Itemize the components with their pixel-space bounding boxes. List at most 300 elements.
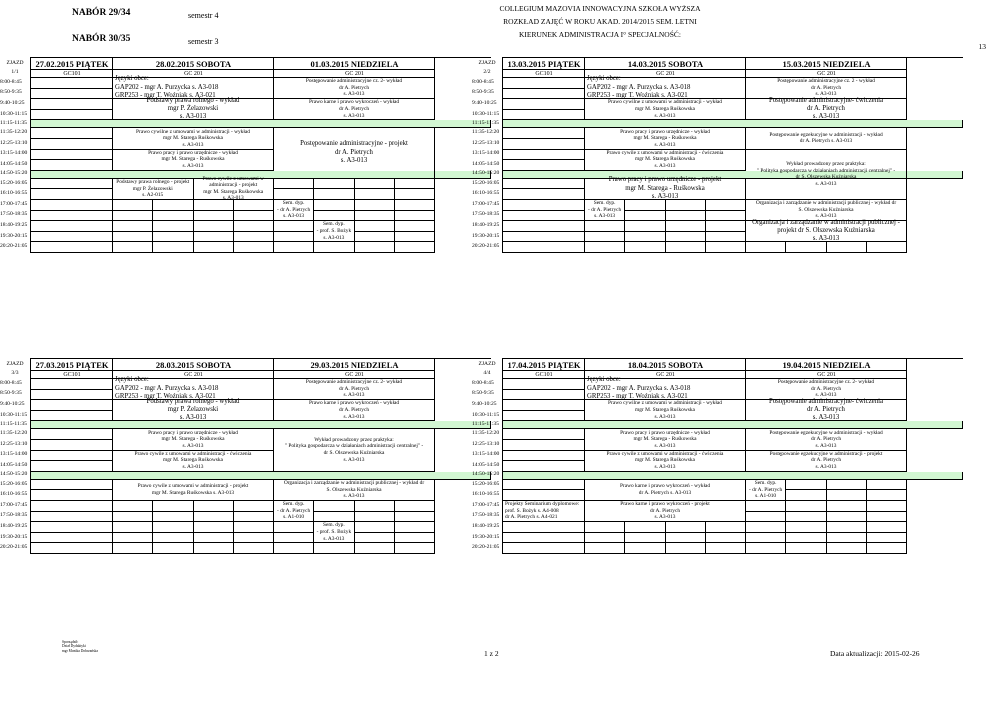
class-entry-line: s. A3-013	[340, 157, 368, 165]
class-entry	[585, 200, 625, 221]
empty-slot	[503, 89, 585, 100]
class-entry-line: GRP253 - mgr T. Woźniak s. A3-021	[587, 92, 688, 100]
empty-slot	[786, 543, 826, 554]
class-entry-line: Wykład prowadzony przez praktyka:	[786, 161, 866, 168]
class-entry-line: dr A. Pietrych	[338, 406, 370, 413]
empty-slot	[31, 411, 113, 422]
empty-slot	[503, 379, 585, 390]
empty-slot	[786, 533, 826, 544]
group-cell	[503, 371, 585, 379]
class-entry-line: Prawo pracy i prawo urzędnicze - wykład	[148, 429, 238, 436]
empty-slot	[503, 139, 585, 150]
empty-slot	[585, 232, 625, 243]
time-slot-label: 11:15-11:35	[472, 420, 499, 427]
empty-slot	[355, 512, 395, 523]
group-label: GC 201	[656, 371, 675, 378]
empty-slot	[153, 533, 193, 544]
class-entry-line: - dr A. Pietrych	[277, 206, 311, 213]
class-entry-line: Prawo cywile z umowami w administracji - ćwiczenia	[606, 149, 724, 156]
class-entry	[274, 78, 435, 99]
time-slot-label: 17:50-18:35	[0, 211, 28, 218]
class-entry-line: s. A3-013	[654, 141, 676, 148]
empty-slot	[503, 522, 585, 533]
time-slot-label: 13:15-14:00	[472, 150, 500, 157]
empty-slot	[31, 512, 113, 523]
time-slot-label: 9:40-10:25	[0, 100, 25, 106]
class-entry-line: mgr M. Starega Ruśkowska	[163, 135, 223, 142]
empty-slot	[503, 480, 585, 491]
nabor-30-label: NABÓR 30/35	[72, 34, 131, 44]
class-entry-line: s. A3-013	[654, 112, 676, 119]
time-slot-label: 10:30-11:15	[0, 110, 28, 117]
zjazd-text: ZJAZD	[6, 60, 24, 66]
empty-slot	[31, 179, 113, 190]
empty-slot	[395, 189, 435, 200]
time-slot-label: 20:20-21:05	[0, 243, 28, 250]
empty-slot	[395, 221, 435, 232]
day-header: 27.02.2015 PIĄTEK	[35, 59, 109, 69]
time-slot-label: 8:00-8:45	[0, 379, 22, 386]
empty-slot	[666, 522, 706, 533]
empty-slot	[746, 522, 786, 533]
empty-slot	[31, 89, 113, 100]
time-slot-label: 11:15-11:35	[0, 420, 27, 427]
class-entry	[113, 179, 194, 200]
time-slot-label: 14:05-14:50	[472, 161, 500, 167]
day-header: 27.03.2015 PIĄTEK	[35, 360, 109, 370]
time-slot-label: 8:00-8:45	[0, 78, 22, 85]
empty-slot	[395, 179, 435, 190]
empty-slot	[314, 512, 354, 523]
class-entry	[113, 150, 274, 171]
time-slot-label: 18:40-19:25	[0, 523, 28, 529]
empty-slot	[153, 221, 193, 232]
class-entry-line: s. A3-013	[815, 463, 837, 470]
time-slot-label: 15:20-16:05	[0, 179, 28, 186]
class-entry-line: mgr M. Starega - Ruśkowska	[161, 436, 225, 443]
day-header: 18.04.2015 SOBOTA	[627, 360, 704, 370]
empty-slot	[153, 522, 193, 533]
empty-slot	[867, 533, 907, 544]
empty-slot	[234, 221, 274, 232]
empty-slot	[194, 242, 234, 253]
empty-slot	[503, 440, 585, 451]
empty-slot	[355, 522, 395, 533]
empty-slot	[746, 533, 786, 544]
break-row	[31, 472, 491, 480]
empty-slot	[194, 211, 234, 222]
day-header-cell	[746, 359, 907, 371]
time-slot-label: 17:00-17:45	[0, 501, 28, 508]
empty-slot	[274, 232, 314, 243]
empty-slot	[625, 200, 665, 211]
day-header-cell	[113, 359, 274, 371]
empty-slot	[503, 242, 585, 253]
class-entry	[113, 128, 274, 149]
class-entry-line: GAP202 - mgr A. Purzycka s. A3-018	[115, 384, 219, 392]
class-entry	[113, 429, 274, 450]
day-header-cell	[274, 58, 435, 70]
class-entry-line: Organizacja i zarządzanie w administracji publicznej - wykład dr	[283, 480, 425, 486]
empty-slot	[503, 99, 585, 110]
class-entry-line: Prawo cywile z umowami w administracji - projekt	[137, 483, 249, 490]
class-entry-line: s. A3-013	[815, 442, 837, 449]
class-entry-line: dr A. Pietrych	[810, 457, 842, 464]
empty-slot	[503, 400, 585, 411]
class-entry-line: - prof. S. Bożyk	[316, 227, 352, 234]
class-entry	[585, 150, 746, 171]
empty-slot	[706, 522, 746, 533]
time-slot-label: 14:05-14:50	[0, 462, 28, 468]
schedule-title: ROZKŁAD ZAJĘĆ W ROKU AKAD. 2014/2015 SEM. LETNI	[503, 17, 697, 26]
time-slot-label: 10:30-11:15	[0, 411, 28, 418]
class-entry-line: dr A. Pietrych	[810, 84, 842, 91]
empty-slot	[395, 200, 435, 211]
class-entry-line: Postępowanie administracyjne cz. 2 - wykład	[777, 78, 875, 85]
empty-slot	[31, 390, 113, 401]
time-slot-label: 20:20-21:05	[0, 544, 28, 551]
empty-slot	[355, 211, 395, 222]
author-note-line: Dział Dydaktyki	[62, 644, 86, 649]
class-entry-line: Podstawy prawa rolnego - projekt	[116, 179, 190, 185]
empty-slot	[274, 543, 314, 554]
class-entry-line: S. Olszewska Kuźniarska	[326, 486, 382, 493]
empty-slot	[827, 242, 867, 253]
class-entry-line: s. A3-013	[343, 112, 365, 119]
day-header-cell	[113, 58, 274, 70]
class-entry-line: dr A. Pietrych	[338, 105, 370, 112]
class-entry-line: s. A3-013	[654, 413, 676, 420]
class-entry-line: GRP253 - mgr T. Woźniak s. A3-021	[587, 393, 688, 401]
class-entry-line: s. A1-010	[283, 514, 305, 521]
empty-slot	[355, 501, 395, 512]
class-entry-line: GRP253 - mgr T. Woźniak s. A3-021	[115, 393, 216, 401]
class-entry	[585, 451, 746, 472]
empty-slot	[503, 411, 585, 422]
time-slot-label: 18:40-19:25	[472, 222, 500, 228]
time-slot-label: 8:50-9:35	[472, 390, 494, 397]
class-entry	[274, 429, 435, 471]
empty-slot	[867, 543, 907, 554]
day-header-cell	[503, 58, 585, 70]
empty-slot	[194, 522, 234, 533]
empty-slot	[666, 533, 706, 544]
group-cell	[274, 371, 435, 379]
empty-slot	[666, 221, 706, 232]
class-entry-line: Sem. dyp.	[754, 480, 777, 486]
day-header: 29.03.2015 NIEDZIELA	[310, 360, 399, 370]
time-slot-label: 17:00-17:45	[472, 200, 500, 207]
empty-slot	[31, 480, 113, 491]
class-entry-line: mgr M. Starega Ruśkowska	[635, 156, 695, 163]
empty-slot	[706, 232, 746, 243]
empty-slot	[31, 533, 113, 544]
empty-slot	[827, 480, 867, 491]
empty-slot	[274, 189, 314, 200]
empty-slot	[31, 150, 113, 161]
day-header-cell	[746, 58, 907, 70]
class-entry-line: s. A3-013	[815, 392, 837, 399]
semestr-4-label: semestr 4	[188, 11, 219, 20]
nabor-29-label: NABÓR 29/34	[72, 8, 131, 18]
class-entry-line: Postępowanie administracyjne cz. 2- wykład	[777, 379, 875, 386]
class-entry	[113, 451, 274, 472]
empty-slot	[274, 522, 314, 533]
group-cell	[503, 70, 585, 78]
empty-slot	[786, 242, 826, 253]
empty-slot	[234, 211, 274, 222]
class-entry-line: mgr M. Starega - Ruśkowska	[633, 135, 697, 142]
empty-slot	[113, 533, 153, 544]
time-slot-label: 12:25-13:10	[472, 440, 500, 447]
empty-slot	[314, 211, 354, 222]
empty-slot	[395, 211, 435, 222]
empty-slot	[666, 200, 706, 211]
class-entry-line: s. A3-013	[182, 463, 204, 470]
time-slot-label: 15:20-16:05	[472, 179, 500, 186]
empty-slot	[31, 400, 113, 411]
empty-slot	[746, 242, 786, 253]
day-header: 13.03.2015 PIĄTEK	[507, 59, 581, 69]
empty-slot	[194, 533, 234, 544]
empty-slot	[31, 429, 113, 440]
class-entry-line: Sem. dyp.	[593, 200, 616, 207]
empty-slot	[503, 461, 585, 472]
group-cell	[746, 70, 907, 78]
time-slot-label: 17:50-18:35	[472, 512, 500, 519]
empty-slot	[503, 490, 585, 501]
schedule-grid	[30, 57, 491, 253]
class-entry-line: Prawo cywilne z umowami w administracji - wykład	[136, 128, 250, 135]
zjazd-text: ZJAZD	[478, 361, 496, 367]
class-entry-line: dr A. Pietrych	[649, 507, 681, 514]
class-entry-line: Prawo cywile z umowami w administracji - ćwiczenia	[606, 450, 724, 457]
time-slot-label: 9:40-10:25	[472, 401, 497, 407]
empty-slot	[786, 490, 826, 501]
class-entry-line: s. A3-013	[323, 535, 345, 542]
empty-slot	[867, 512, 907, 523]
empty-slot	[31, 461, 113, 472]
class-entry-line: s. A3-013	[179, 414, 207, 422]
class-entry-line: Prawo pracy i prawo urzędnicze - projekt	[608, 176, 722, 184]
empty-slot	[31, 440, 113, 451]
empty-slot	[314, 543, 354, 554]
time-slot-label: 16:10-16:55	[0, 491, 28, 498]
empty-slot	[503, 221, 585, 232]
class-entry	[194, 175, 275, 202]
empty-slot	[234, 242, 274, 253]
time-slot-label: 16:10-16:55	[0, 190, 28, 197]
class-entry-line: dr A. Pietrych s. A4-021	[505, 514, 558, 521]
class-entry-line: s. A3-013	[182, 141, 204, 148]
empty-slot	[113, 232, 153, 243]
empty-slot	[314, 189, 354, 200]
zjazd-text: ZJAZD	[6, 361, 24, 367]
class-entry-line: mgr M. Starega Ruśkowska	[203, 188, 264, 195]
empty-slot	[706, 533, 746, 544]
day-header: 17.04.2015 PIĄTEK	[507, 360, 581, 370]
empty-slot	[113, 501, 153, 512]
class-entry-line: Podstawy prawa rolnego - wykład	[146, 96, 240, 104]
class-entry-line: mgr M. Starega Ruśkowska	[163, 457, 223, 464]
empty-slot	[194, 543, 234, 554]
day-header-cell	[585, 359, 746, 371]
zjazd-text: 4/4	[483, 370, 491, 376]
schedule-grid	[502, 57, 963, 253]
time-slot-label: 8:50-9:35	[472, 89, 494, 96]
time-slot-label: 19:30-20:15	[0, 232, 28, 239]
class-entry	[585, 75, 746, 100]
group-label: GC101	[535, 371, 553, 378]
class-entry-line: dr A. Pietrych s. A3-013	[638, 489, 692, 496]
day-header-cell	[31, 58, 113, 70]
class-entry-line: dr A. Pietrych	[338, 84, 370, 91]
class-entry	[274, 99, 435, 120]
class-entry-line: mgr M. Starega - Ruśkowska	[633, 436, 697, 443]
class-entry-line: Prawo cywilne z umowami w administracji - wykład	[608, 400, 722, 407]
class-entry-line: s. A3-013	[815, 180, 837, 187]
empty-slot	[625, 211, 665, 222]
time-slot-label: 17:00-17:45	[472, 501, 500, 508]
time-slot-label: 14:05-14:50	[472, 462, 500, 468]
class-entry-line: GAP202 - mgr A. Purzycka s. A3-018	[587, 384, 691, 392]
empty-slot	[706, 242, 746, 253]
time-slot-label: 13:15-14:00	[472, 451, 500, 458]
empty-slot	[585, 522, 625, 533]
class-entry-line: - dr A. Pietrych	[588, 206, 622, 213]
class-entry-line: " Polityka gospodarcza w działaniach administracji centralnej" -	[284, 443, 424, 450]
empty-slot	[746, 512, 786, 523]
empty-slot	[503, 232, 585, 243]
empty-slot	[503, 189, 585, 200]
class-entry-line: s. A3-013	[343, 413, 365, 420]
empty-slot	[314, 242, 354, 253]
empty-slot	[666, 242, 706, 253]
class-entry-line: S. Olszewska Kuźniarska	[798, 206, 854, 213]
empty-slot	[827, 543, 867, 554]
class-entry-line: s. A3-013	[222, 195, 244, 202]
class-entry-line: s. A3-013	[343, 91, 365, 98]
class-entry-line: prof. S. Bożyk s. A4-008	[505, 507, 559, 514]
empty-slot	[31, 232, 113, 243]
class-entry-line: s. A2-015	[142, 192, 164, 199]
class-entry-line: mgr M. Starega Ruśkowska	[635, 105, 695, 112]
class-entry	[314, 522, 354, 543]
group-label: GC 201	[656, 70, 675, 77]
empty-slot	[395, 543, 435, 554]
class-entry-line: - dr A. Pietrych	[749, 486, 783, 493]
time-slot-label: 12:25-13:10	[0, 139, 28, 146]
empty-slot	[503, 160, 585, 171]
empty-slot	[625, 242, 665, 253]
time-slot-label: 11:15-11:35	[472, 119, 499, 126]
class-entry-line: Języki obce:	[115, 75, 149, 83]
zjazd-text: ZJAZD	[478, 60, 496, 66]
class-entry-line: mgr P. Żelazowski	[167, 406, 219, 414]
time-slot-label: 11:35-12:20	[472, 129, 500, 136]
class-entry-line: Prawo karne i prawo wykroczeń - wykład	[308, 99, 400, 106]
class-entry-line: dr A. Pietrych s. A3-013	[799, 138, 853, 145]
time-slot-label: 12:25-13:10	[0, 440, 28, 447]
empty-slot	[625, 543, 665, 554]
class-entry-line: s. A3-013	[594, 213, 616, 220]
time-slot-label: 11:35-12:20	[472, 430, 500, 437]
class-entry	[746, 218, 907, 243]
empty-slot	[31, 211, 113, 222]
day-header-cell	[585, 58, 746, 70]
time-slot-label: 15:20-16:05	[0, 480, 28, 487]
group-cell	[31, 70, 113, 78]
class-entry	[746, 128, 907, 149]
empty-slot	[113, 543, 153, 554]
class-entry-line: GRP253 - mgr T. Woźniak s. A3-021	[115, 92, 216, 100]
class-entry-line: dr A. Pietrych	[810, 436, 842, 443]
empty-slot	[113, 221, 153, 232]
group-cell	[746, 371, 907, 379]
class-entry-line: GAP202 - mgr A. Purzycka s. A3-018	[587, 83, 691, 91]
class-entry-line: s. A3-013	[812, 414, 840, 422]
group-label: GC101	[535, 70, 553, 77]
group-label: GC101	[63, 70, 81, 77]
empty-slot	[625, 232, 665, 243]
time-slot-label: 18:40-19:25	[472, 523, 500, 529]
group-label: GC 201	[817, 371, 836, 378]
empty-slot	[113, 200, 153, 211]
class-entry-line: dr A. Pietrych	[807, 105, 845, 113]
empty-slot	[395, 501, 435, 512]
class-entry-line: Prawo pracy i prawo urzędnicze - wykład	[620, 429, 710, 436]
zjazd-text: 2/2	[483, 69, 491, 75]
class-entry	[274, 128, 435, 178]
author-note-line: mgr Monika Dobrzańska	[62, 648, 98, 653]
class-entry-line: Podstawy prawa rolnego - wykład	[146, 397, 240, 405]
empty-slot	[153, 512, 193, 523]
class-entry-line: s. A3-013	[812, 235, 840, 243]
class-entry	[746, 150, 907, 200]
empty-slot	[867, 522, 907, 533]
empty-slot	[867, 242, 907, 253]
day-header-cell	[31, 359, 113, 371]
class-entry-line: Sem. dyp.	[282, 200, 305, 207]
time-slot-label: 11:35-12:20	[0, 430, 28, 437]
group-cell	[31, 371, 113, 379]
time-slot-label: 10:30-11:15	[472, 411, 500, 418]
empty-slot	[31, 543, 113, 554]
empty-slot	[786, 522, 826, 533]
empty-slot	[113, 512, 153, 523]
schedule-grid	[502, 358, 963, 554]
time-slot-label: 9:40-10:25	[472, 100, 497, 106]
empty-slot	[585, 543, 625, 554]
empty-slot	[625, 221, 665, 232]
class-entry-line: s. A3-013	[343, 392, 365, 399]
class-entry	[113, 480, 274, 501]
class-entry-line: s. A3-013	[815, 213, 837, 220]
empty-slot	[153, 543, 193, 554]
empty-slot	[786, 512, 826, 523]
class-entry-line: GAP202 - mgr A. Purzycka s. A3-018	[115, 83, 219, 91]
class-entry	[746, 96, 907, 121]
class-entry-line: s. A3-013	[323, 234, 345, 241]
empty-slot	[395, 232, 435, 243]
empty-slot	[314, 501, 354, 512]
empty-slot	[314, 200, 354, 211]
class-entry-line: s. A3-013	[654, 442, 676, 449]
empty-slot	[666, 543, 706, 554]
time-slot-label: 14:05-14:50	[0, 161, 28, 167]
empty-slot	[503, 533, 585, 544]
empty-slot	[395, 242, 435, 253]
